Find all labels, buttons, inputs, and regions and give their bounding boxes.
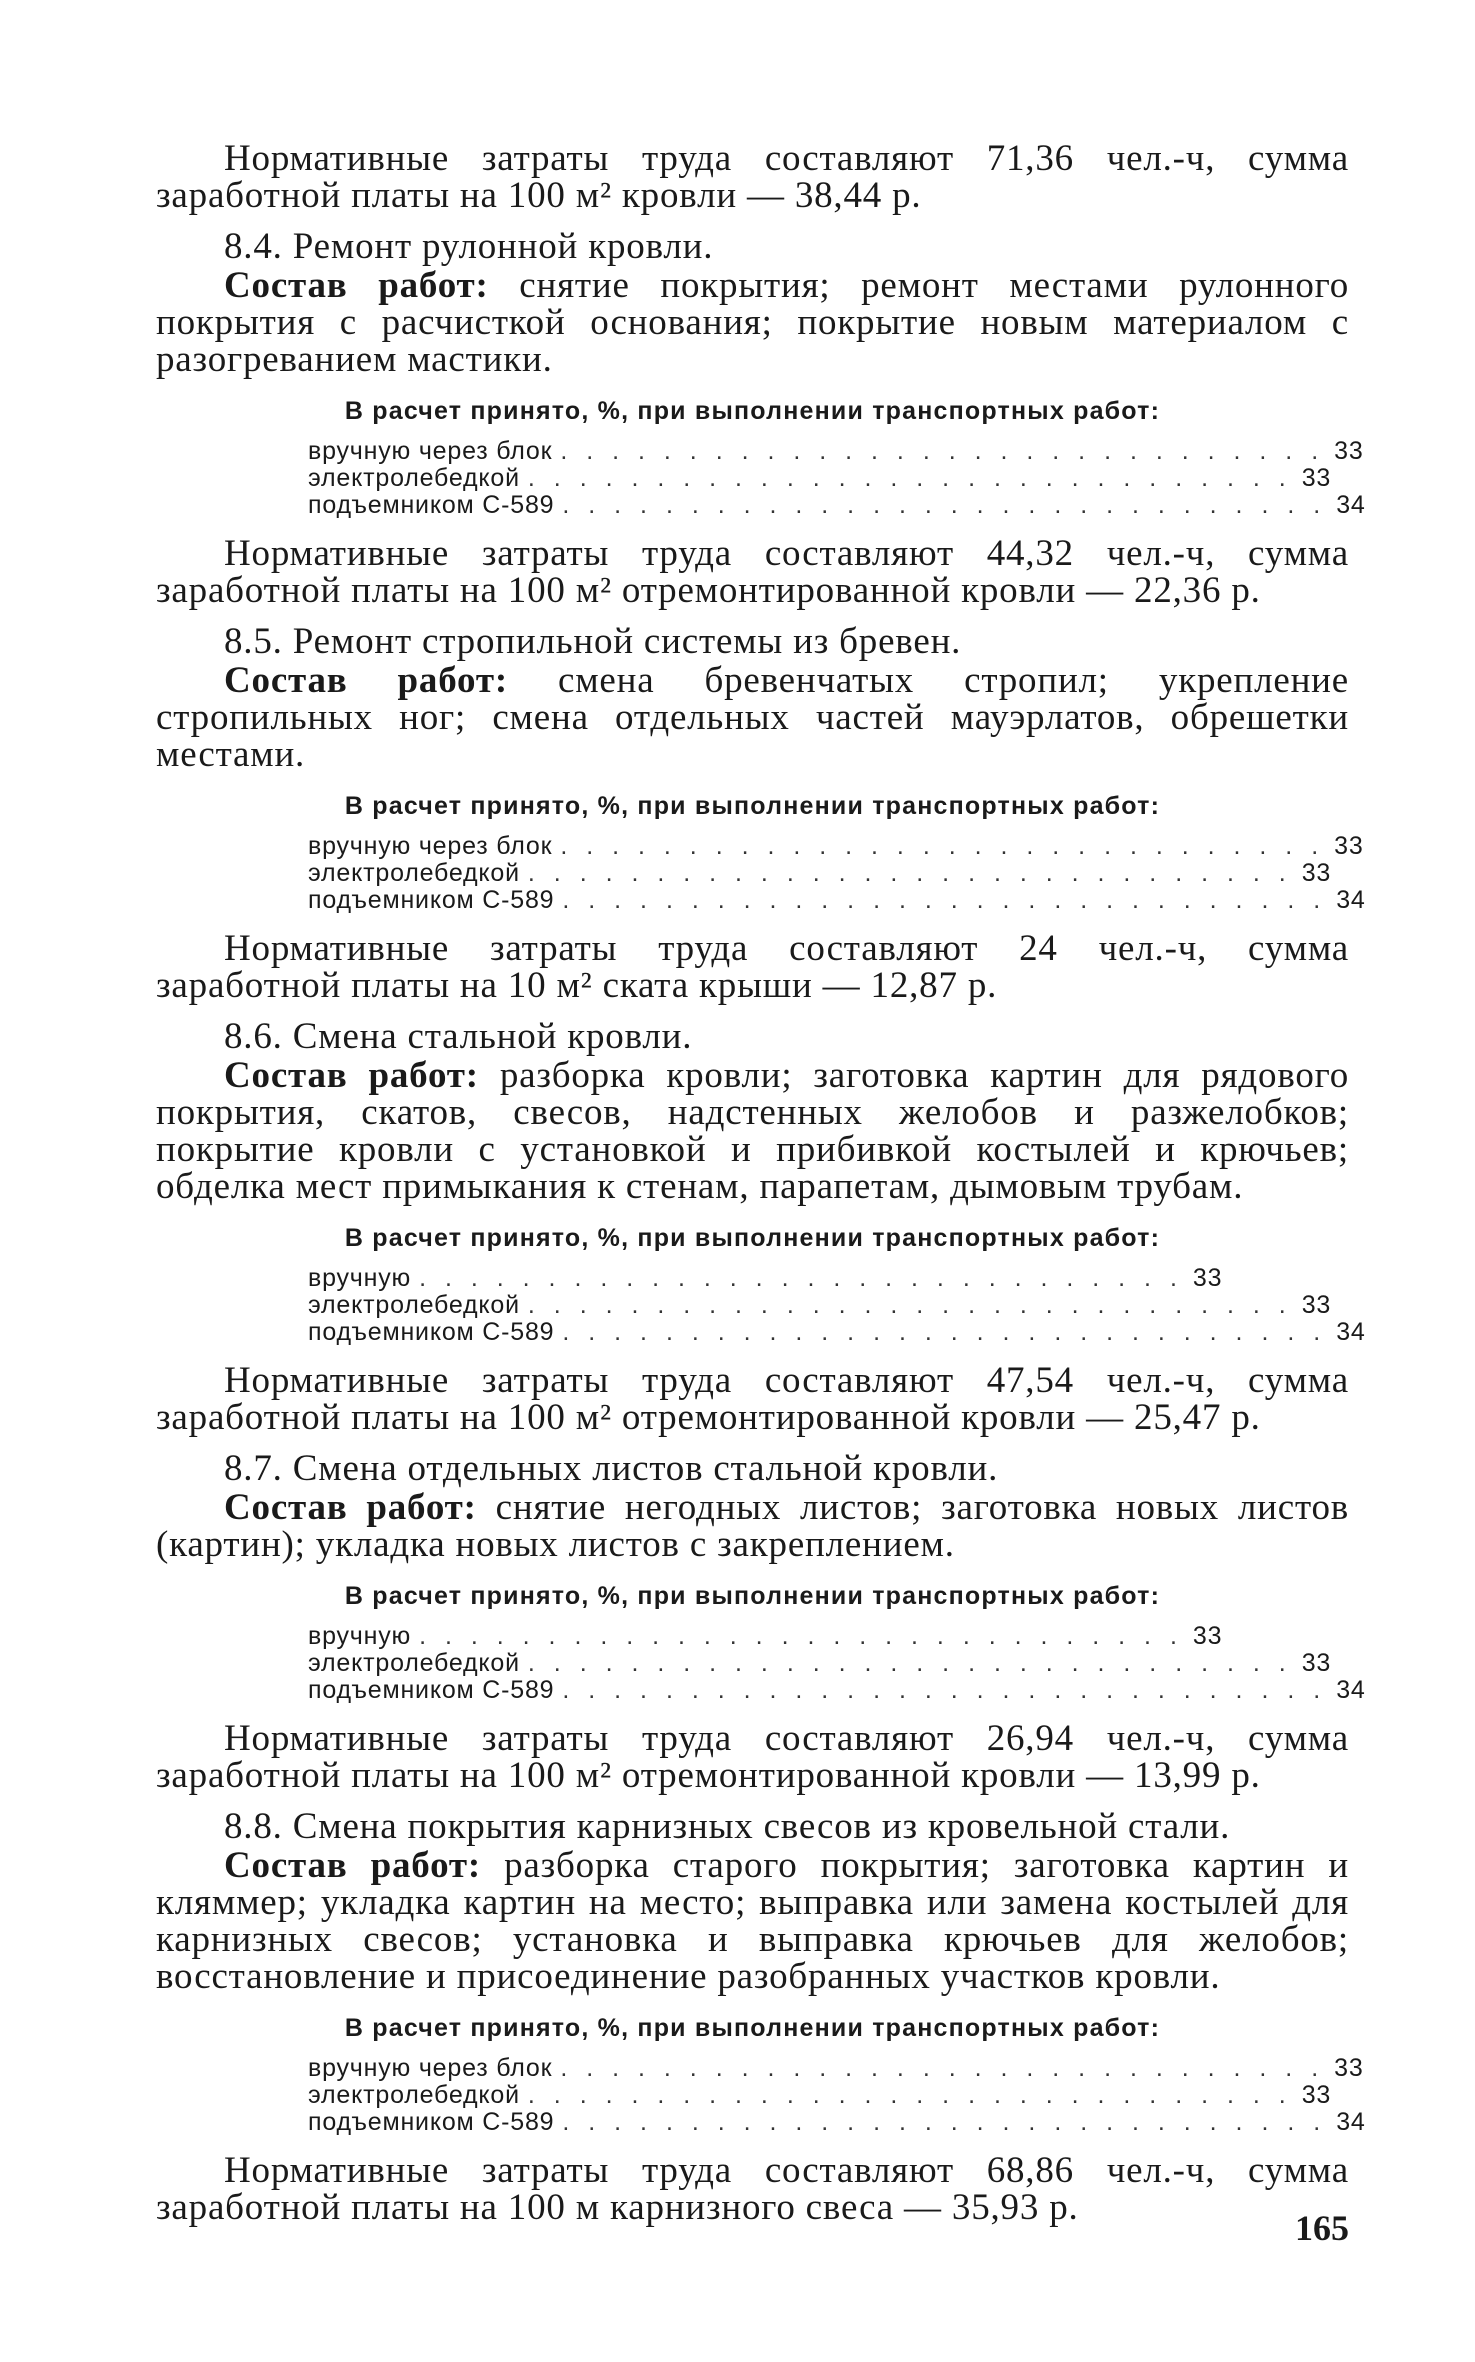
item-label: электролебедкой — [308, 1291, 520, 1319]
item-value: 33 — [1334, 437, 1364, 465]
section-8-7 — [156, 1448, 1366, 1796]
item-value: 33 — [1334, 832, 1364, 860]
item-value: 33 — [1301, 1291, 1332, 1319]
item-label: электролебедкой — [308, 1649, 520, 1677]
calc-header: В расчет принято, %, при выполнении транспортных работ: — [344, 2014, 1161, 2042]
item-value: 34 — [1336, 886, 1366, 914]
dot-leader: . . . . . . . . . . . . . . . . . . . . . . . . . . . . . . — [527, 2081, 1292, 2109]
work-composition — [156, 1847, 1349, 1995]
list-item — [308, 2108, 1366, 2136]
transport-share-list — [156, 1264, 1366, 1346]
list-item — [308, 832, 1364, 860]
calc-header: В расчет принято, %, при выполнении транспортных работ: — [344, 1224, 1161, 1252]
intro-norm-paragraph: Нормативные затраты труда составляют 71,36 чел.-ч, сумма заработной платы на 100 м² кровли — 38,44 р. — [156, 138, 1349, 216]
item-value: 33 — [1334, 2054, 1364, 2082]
transport-share-list — [156, 1622, 1366, 1704]
dot-leader: . . . . . . . . . . . . . . . . . . . . . . . . . . . . . . — [560, 832, 1325, 860]
dot-leader: . . . . . . . . . . . . . . . . . . . . . . . . . . . . . . — [562, 886, 1327, 914]
section-8-4 — [156, 226, 1366, 611]
item-value: 33 — [1301, 859, 1332, 887]
item-value: 34 — [1336, 1318, 1366, 1346]
dot-leader: . . . . . . . . . . . . . . . . . . . . . . . . . . . . . . — [562, 1676, 1327, 1704]
list-item — [308, 1676, 1366, 1704]
work-composition — [156, 267, 1349, 378]
item-label: подъемником С-589 — [308, 2108, 555, 2136]
list-item — [308, 491, 1366, 519]
item-value: 33 — [1192, 1622, 1223, 1650]
item-label: вручную — [308, 1622, 412, 1650]
calc-header: В расчет принято, %, при выполнении транспортных работ: — [344, 1582, 1161, 1610]
composition-text: разборка кровли; заготовка картин для рядового покрытия, скатов, свесов, надстенных желобов и разжелобков; покрытие кровли с установкой и прибивкой костылей и крючьев; обделка мест примыкания к стенам, парапетам, дымовым трубам. — [156, 1055, 1350, 1207]
dot-leader: . . . . . . . . . . . . . . . . . . . . . . . . . . . . . . — [419, 1622, 1183, 1650]
item-value: 33 — [1301, 464, 1332, 492]
composition-label: Состав работ: — [224, 660, 508, 701]
dot-leader: . . . . . . . . . . . . . . . . . . . . . . . . . . . . . . — [560, 2054, 1325, 2082]
section-8-6 — [156, 1016, 1366, 1438]
norm-paragraph: Нормативные затраты труда составляют 24 чел.-ч, сумма заработной платы на 10 м² ската крыши — 12,87 р. — [156, 928, 1349, 1006]
item-label: электролебедкой — [308, 2081, 520, 2109]
composition-text: снятие негодных листов; заготовка новых листов (картин); укладка новых листов с закреплением. — [156, 1487, 1350, 1565]
item-label: подъемником С-589 — [308, 1318, 555, 1346]
dot-leader: . . . . . . . . . . . . . . . . . . . . . . . . . . . . . . — [527, 1291, 1292, 1319]
list-item — [308, 1291, 1332, 1319]
list-item — [308, 859, 1332, 887]
item-label: электролебедкой — [308, 859, 520, 887]
list-item — [308, 464, 1332, 492]
composition-text: разборка старого покрытия; заготовка картин и кляммер; укладка картин на место; выправка или замена костылей для карнизных свесов; установка и выправка крючьев для желобов; восстановление и присоединение разобранных участков кровли. — [156, 1845, 1350, 1997]
item-value: 34 — [1336, 1676, 1366, 1704]
list-item — [308, 1622, 1223, 1650]
item-label: подъемником С-589 — [308, 1676, 555, 1704]
section-8-5 — [156, 621, 1366, 1006]
work-composition — [156, 1489, 1349, 1563]
composition-label: Состав работ: — [224, 1487, 477, 1528]
composition-label: Состав работ: — [224, 1055, 479, 1096]
list-item — [308, 1264, 1223, 1292]
work-composition — [156, 662, 1349, 773]
item-label: подъемником С-589 — [308, 491, 555, 519]
dot-leader: . . . . . . . . . . . . . . . . . . . . . . . . . . . . . . — [419, 1264, 1183, 1292]
norm-paragraph: Нормативные затраты труда составляют 44,32 чел.-ч, сумма заработной платы на 100 м² отремонтированной кровли — 22,36 р. — [156, 533, 1349, 611]
item-value: 33 — [1192, 1264, 1223, 1292]
composition-text: снятие покрытия; ремонт местами рулонного покрытия с расчисткой основания; покрытие новым материалом с разогреванием мастики. — [156, 265, 1349, 380]
norm-paragraph: Нормативные затраты труда составляют 26,94 чел.-ч, сумма заработной платы на 100 м² отремонтированной кровли — 13,99 р. — [156, 1718, 1349, 1796]
calc-header: В расчет принято, %, при выполнении транспортных работ: — [344, 397, 1161, 425]
dot-leader: . . . . . . . . . . . . . . . . . . . . . . . . . . . . . . — [562, 491, 1327, 519]
item-value: 34 — [1336, 491, 1366, 519]
dot-leader: . . . . . . . . . . . . . . . . . . . . . . . . . . . . . . — [562, 1318, 1327, 1346]
norm-paragraph: Нормативные затраты труда составляют 68,86 чел.-ч, сумма заработной платы на 100 м карнизного свеса — 35,93 р. — [156, 2150, 1349, 2228]
list-item — [308, 1318, 1366, 1346]
transport-share-list — [156, 832, 1366, 914]
page-number: 165 — [1295, 2208, 1349, 2248]
transport-share-list — [156, 437, 1366, 519]
work-composition — [156, 1057, 1349, 1205]
list-item — [308, 886, 1366, 914]
list-item — [308, 2081, 1332, 2109]
list-item — [308, 437, 1364, 465]
item-label: вручную через блок — [308, 2054, 553, 2082]
dot-leader: . . . . . . . . . . . . . . . . . . . . . . . . . . . . . . — [527, 859, 1292, 887]
section-heading: 8.6. Смена стальной кровли. — [224, 1016, 693, 1057]
section-heading: 8.7. Смена отдельных листов стальной кровли. — [224, 1448, 999, 1489]
item-value: 33 — [1301, 2081, 1332, 2109]
section-heading: 8.8. Смена покрытия карнизных свесов из кровельной стали. — [224, 1806, 1231, 1847]
dot-leader: . . . . . . . . . . . . . . . . . . . . . . . . . . . . . . — [562, 2108, 1327, 2136]
composition-text: смена бревенчатых стропил; укрепление стропильных ног; смена отдельных частей мауэрлатов, обрешетки местами. — [156, 660, 1349, 775]
transport-share-list — [156, 2054, 1366, 2136]
item-label: электролебедкой — [308, 464, 520, 492]
item-label: вручную — [308, 1264, 412, 1292]
item-value: 33 — [1301, 1649, 1332, 1677]
composition-label: Состав работ: — [224, 265, 489, 306]
item-value: 34 — [1336, 2108, 1366, 2136]
item-label: вручную через блок — [308, 437, 553, 465]
calc-header: В расчет принято, %, при выполнении транспортных работ: — [344, 792, 1161, 820]
item-label: подъемником С-589 — [308, 886, 555, 914]
dot-leader: . . . . . . . . . . . . . . . . . . . . . . . . . . . . . . — [527, 464, 1292, 492]
item-label: вручную через блок — [308, 832, 553, 860]
dot-leader: . . . . . . . . . . . . . . . . . . . . . . . . . . . . . . — [527, 1649, 1292, 1677]
composition-label: Состав работ: — [224, 1845, 482, 1886]
section-heading: 8.5. Ремонт стропильной системы из бревен. — [224, 621, 962, 662]
norm-paragraph: Нормативные затраты труда составляют 47,54 чел.-ч, сумма заработной платы на 100 м² отремонтированной кровли — 25,47 р. — [156, 1360, 1349, 1438]
list-item — [308, 1649, 1332, 1677]
dot-leader: . . . . . . . . . . . . . . . . . . . . . . . . . . . . . . — [560, 437, 1325, 465]
section-heading: 8.4. Ремонт рулонной кровли. — [224, 226, 714, 267]
list-item — [308, 2054, 1364, 2082]
